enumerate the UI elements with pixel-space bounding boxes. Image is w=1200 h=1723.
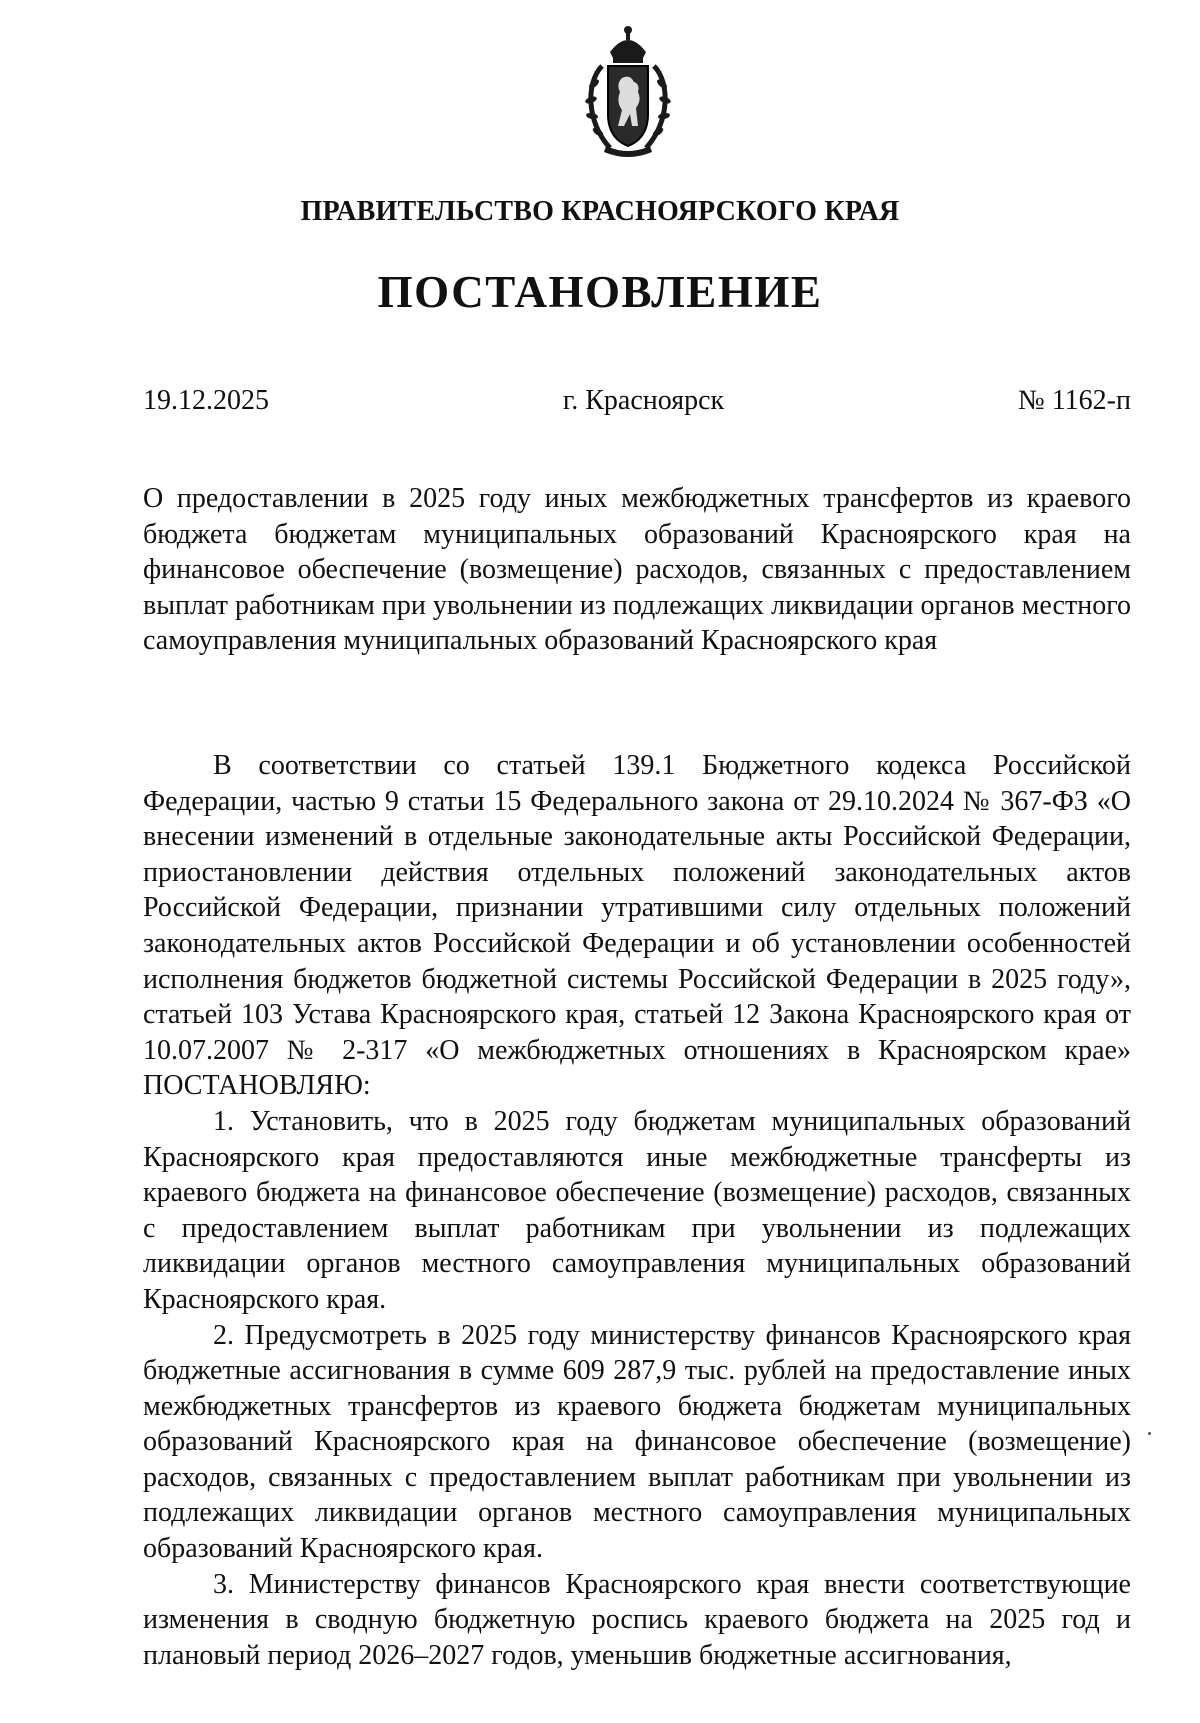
- preamble-paragraph: В соответствии со статьей 139.1 Бюджетного кодекса Российской Федерации, частью 9 статьи 15 Федерального закона от 29.10.2024 № 367-ФЗ «О внесении изменений в отдельные законодательные акты Российской Федерации, приостановлении действия отдельных положений законодательных актов Российской Федерации, признании утратившими силу отдельных положений законодательных актов Российской Федерации и об установлении особенностей исполнения бюджетов бюджетной системы Российской Федерации в 2025 году», статьей 103 Устава Красноярского края, статьей 12 Закона Красноярского края от 10.07.2007 № 2-317 «О межбюджетных отношениях в Красноярском крае» ПОСТАНОВЛЯЮ:: [143, 750, 1131, 1102]
- document-type: ПОСТАНОВЛЕНИЕ: [377, 267, 823, 317]
- scan-speck: [1148, 1432, 1151, 1435]
- document-meta: [143, 385, 1131, 417]
- clause-3-paragraph: 3. Министерству финансов Красноярского края внести соответствующие изменения в сводную бюджетную роспись краевого бюджета на 2025 год и плановый период 2026–2027 годов, уменьшив бюджетные ассигнования,: [143, 1568, 1131, 1671]
- document-title: О предоставлении в 2025 году иных межбюджетных трансфертов из краевого бюджета бюджетам муниципальных образований Красноярского края на финансовое обеспечение (возмещение) расходов, связанных с предоставлением выплат работникам при увольнении из подлежащих ликвидации органов местного самоуправления муниципальных образований Красноярского края: [143, 483, 1131, 657]
- organization-name: ПРАВИТЕЛЬСТВО КРАСНОЯРСКОГО КРАЯ: [300, 196, 900, 227]
- clause-2-paragraph: 2. Предусмотреть в 2025 году министерству финансов Красноярского края бюджетные ассигнования в сумме 609 287,9 тыс. рублей на предоставление иных межбюджетных трансфертов из краевого бюджета бюджетам муниципальных образований Красноярского края на финансовое обеспечение (возмещение) расходов, связанных с предоставлением выплат работникам при увольнении из подлежащих ликвидации органов местного самоуправления муниципальных образований Красноярского края.: [143, 1319, 1131, 1565]
- clause-1-paragraph: 1. Установить, что в 2025 году бюджетам муниципальных образований Красноярского края предоставляются иные межбюджетные трансферты из краевого бюджета на финансовое обеспечение (возмещение) расходов, связанных с предоставлением выплат работникам при увольнении из подлежащих ликвидации органов местного самоуправления муниципальных образований Красноярского края.: [143, 1105, 1131, 1315]
- document-date: 19.12.2025: [143, 385, 269, 416]
- coat-of-arms-icon: [580, 22, 676, 160]
- document-number: № 1162-п: [1018, 385, 1131, 416]
- document-body: [143, 748, 1131, 1673]
- document-city: г. Красноярск: [562, 385, 725, 416]
